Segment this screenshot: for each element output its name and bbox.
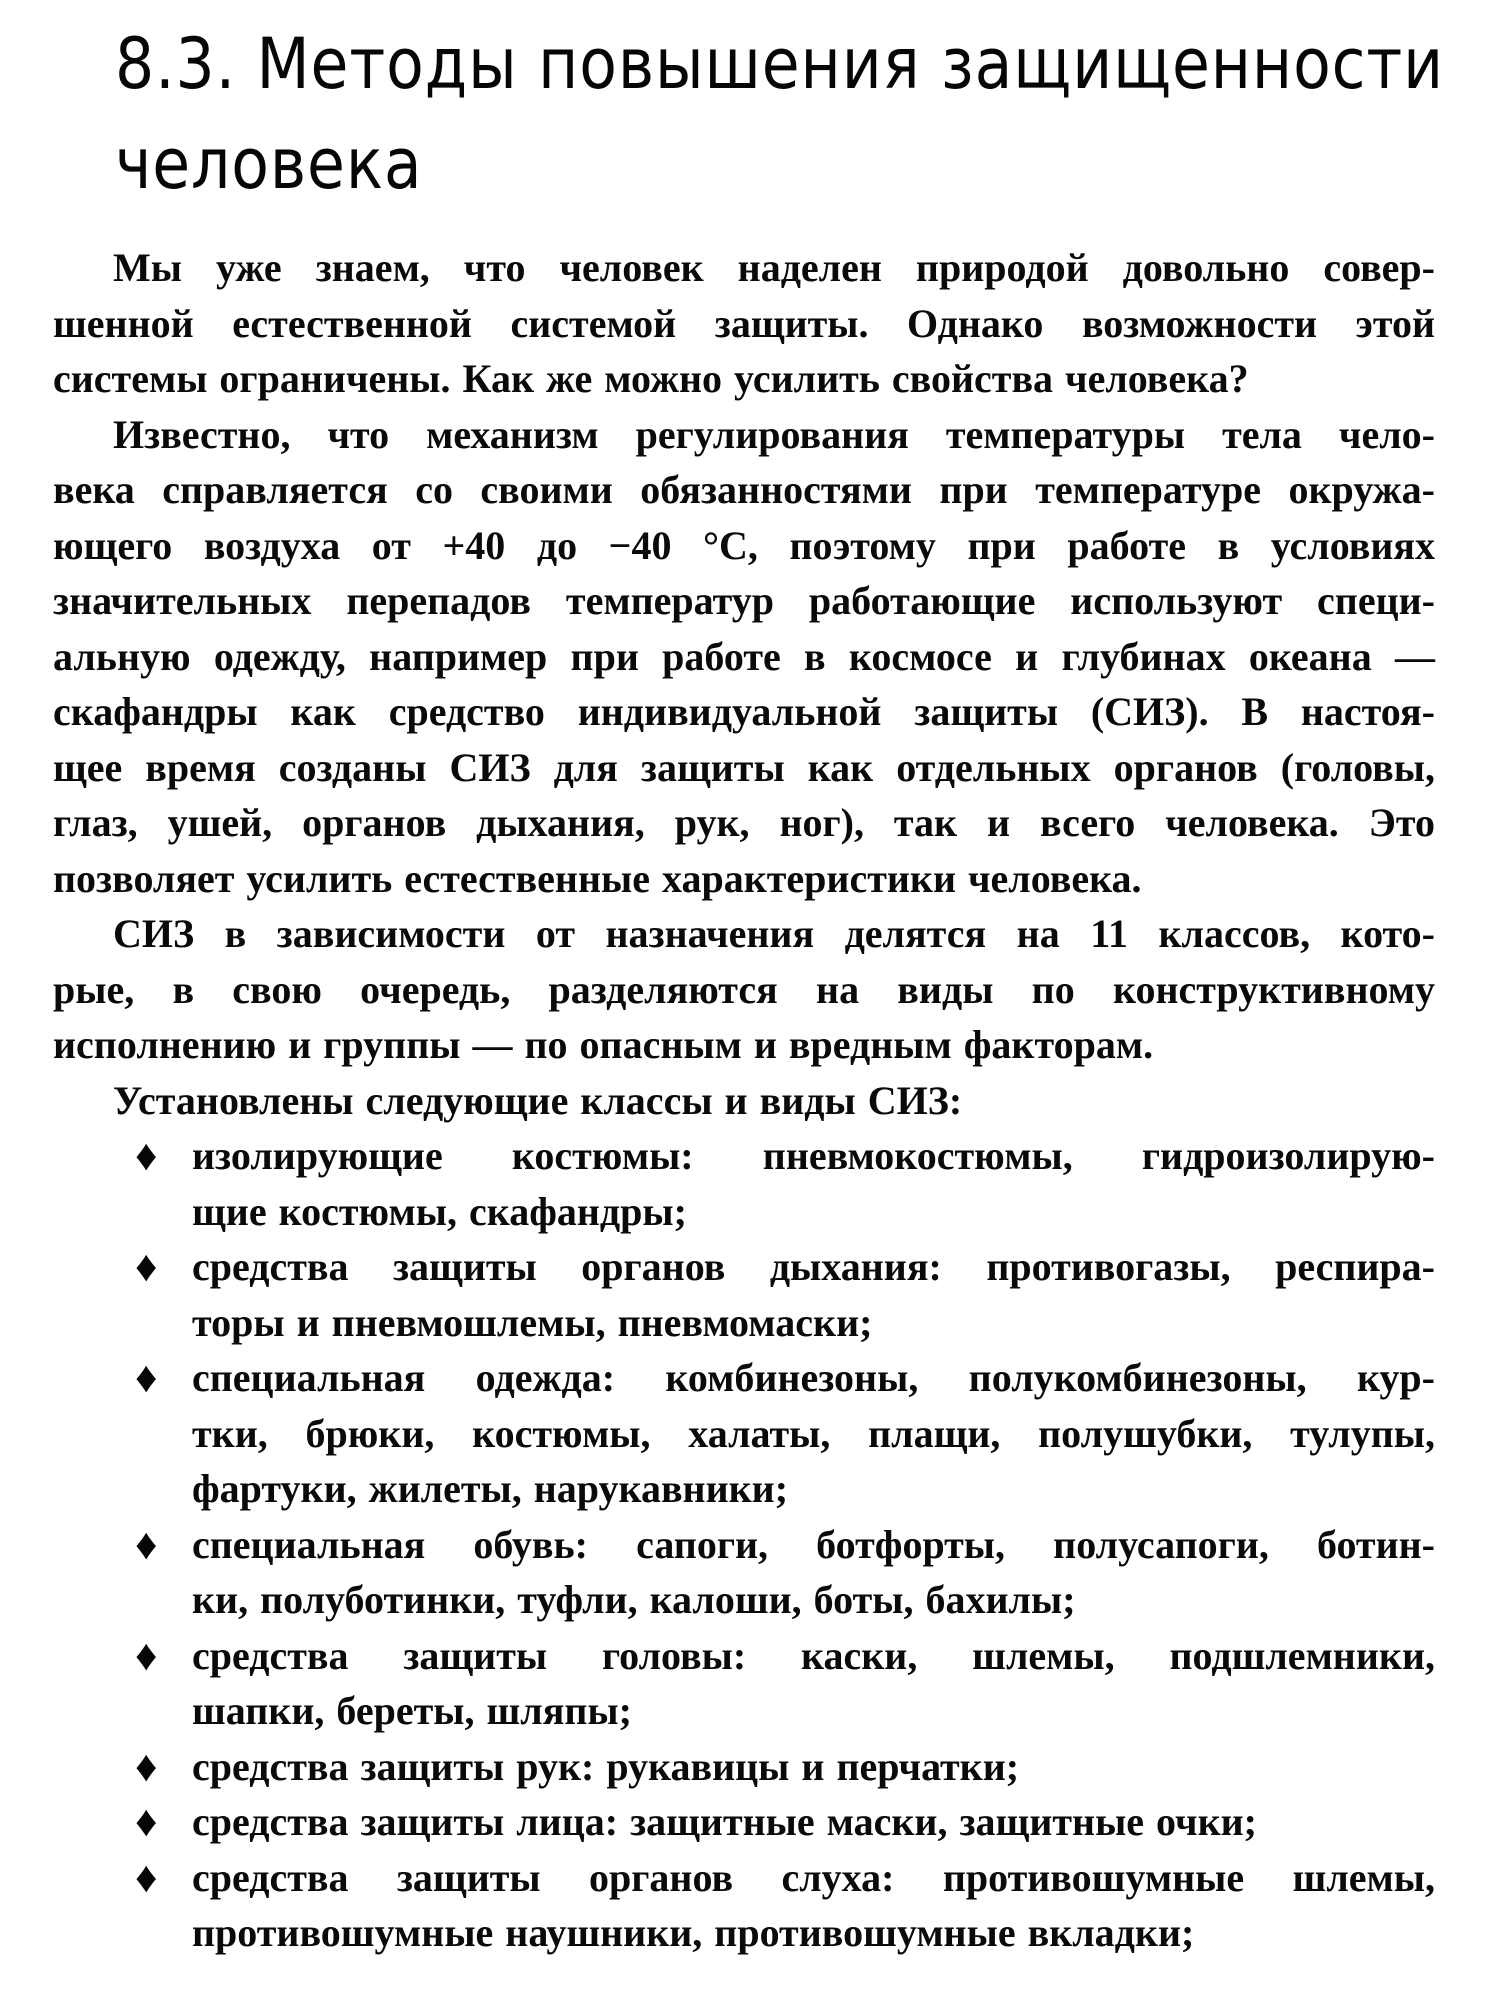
text-line: ющего воздуха от +40 до −40 °С, поэтому при работе в условиях [53, 522, 1435, 568]
text-line: позволяет усилить естественные характеристики человека. [53, 855, 1142, 901]
diamond-bullet-icon: ♦ [135, 1797, 158, 1846]
text-line: Установлены следующие классы и виды СИЗ: [113, 1077, 963, 1123]
text-line: средства защиты органов слуха: противошумные шлемы, [192, 1854, 1435, 1900]
paragraph [53, 906, 1435, 1073]
list-item [53, 1517, 1435, 1628]
list-item [53, 1128, 1435, 1239]
list-item [53, 1239, 1435, 1350]
text-line: Известно, что механизм регулирования температуры тела чело- [113, 411, 1435, 457]
list-item-text [192, 1850, 1435, 1961]
text-line: исполнению и группы — по опасным и вредным факторам. [53, 1022, 1154, 1067]
text-line: шапки, береты, шляпы; [192, 1688, 632, 1733]
list-item [53, 1794, 1435, 1850]
text-line: средства защиты рук: рукавицы и перчатки; [192, 1743, 1020, 1789]
text-line: щие костюмы, скафандры; [192, 1188, 687, 1234]
text-line: специальная одежда: комбинезоны, полукомбинезоны, кур- [192, 1355, 1435, 1400]
text-line: рые, в свою очередь, разделяются на виды по конструктивному [53, 966, 1435, 1012]
text-line: альную одежду, например при работе в космосе и глубинах океана — [53, 633, 1435, 679]
text-line: тки, брюки, костюмы, халаты, плащи, полушубки, тулупы, [192, 1410, 1435, 1456]
list-item-text [192, 1239, 1435, 1350]
content [53, 14, 1445, 1961]
text-line: системы ограничены. Как же можно усилить свойства человека? [53, 356, 1249, 401]
text-line: ки, полуботинки, туфли, калоши, боты, бахилы; [192, 1577, 1076, 1622]
text-line: средства защиты органов дыхания: противогазы, респира- [192, 1244, 1435, 1289]
paragraph [53, 407, 1435, 907]
diamond-bullet-icon: ♦ [135, 1852, 158, 1902]
list-item-text [192, 1128, 1435, 1239]
text-line: торы и пневмошлемы, пневмомаски; [192, 1299, 873, 1345]
text-line: противошумные наушники, противошумные вкладки; [192, 1910, 1195, 1955]
text-line: глаз, ушей, органов дыхания, рук, ног), так и всего человека. Это [53, 800, 1435, 845]
diamond-bullet-icon: ♦ [135, 1519, 158, 1569]
list-item-text [192, 1517, 1435, 1628]
paragraph [53, 1073, 1435, 1129]
diamond-bullet-icon: ♦ [135, 1630, 158, 1680]
heading-line: 8.3. Методы повышения защищенности [115, 23, 1445, 105]
diamond-bullet-icon: ♦ [135, 1131, 158, 1180]
paragraph [53, 240, 1435, 407]
text-line: фартуки, жилеты, нарукавники; [192, 1466, 789, 1511]
text-line: Мы уже знаем, что человек наделен природой довольно совер- [113, 245, 1435, 290]
heading-line: человека [115, 123, 423, 205]
list-item-text [192, 1739, 1435, 1795]
text-line: века справляется со своими обязанностями при температуре окружа- [53, 467, 1435, 512]
section-heading [115, 14, 1445, 214]
list-item-text [192, 1628, 1435, 1739]
list-item [53, 1350, 1435, 1517]
text-line: СИЗ в зависимости от назначения делятся на 11 классов, кото- [113, 911, 1435, 956]
text-line: скафандры как средство индивидуальной защиты (СИЗ). В настоя- [53, 689, 1435, 734]
list-item [53, 1628, 1435, 1739]
text-line: специальная обувь: сапоги, ботфорты, полусапоги, ботин- [192, 1521, 1435, 1567]
diamond-bullet-icon: ♦ [135, 1242, 158, 1291]
list-item-text [192, 1794, 1435, 1850]
text-line: средства защиты лица: защитные маски, защитные очки; [192, 1799, 1257, 1844]
diamond-bullet-icon: ♦ [135, 1353, 158, 1402]
diamond-bullet-icon: ♦ [135, 1741, 158, 1791]
text-line: шенной естественной системой защиты. Однако возможности этой [53, 300, 1435, 346]
text-line: изолирующие костюмы: пневмокостюмы, гидроизолирую- [192, 1133, 1435, 1178]
list-item [53, 1850, 1435, 1961]
list-item [53, 1739, 1435, 1795]
list-item-text [192, 1350, 1435, 1517]
text-line: значительных перепадов температур работающие используют специ- [53, 578, 1435, 623]
text-line: щее время созданы СИЗ для защиты как отдельных органов (головы, [53, 744, 1435, 790]
text-line: средства защиты головы: каски, шлемы, подшлемники, [192, 1632, 1435, 1678]
